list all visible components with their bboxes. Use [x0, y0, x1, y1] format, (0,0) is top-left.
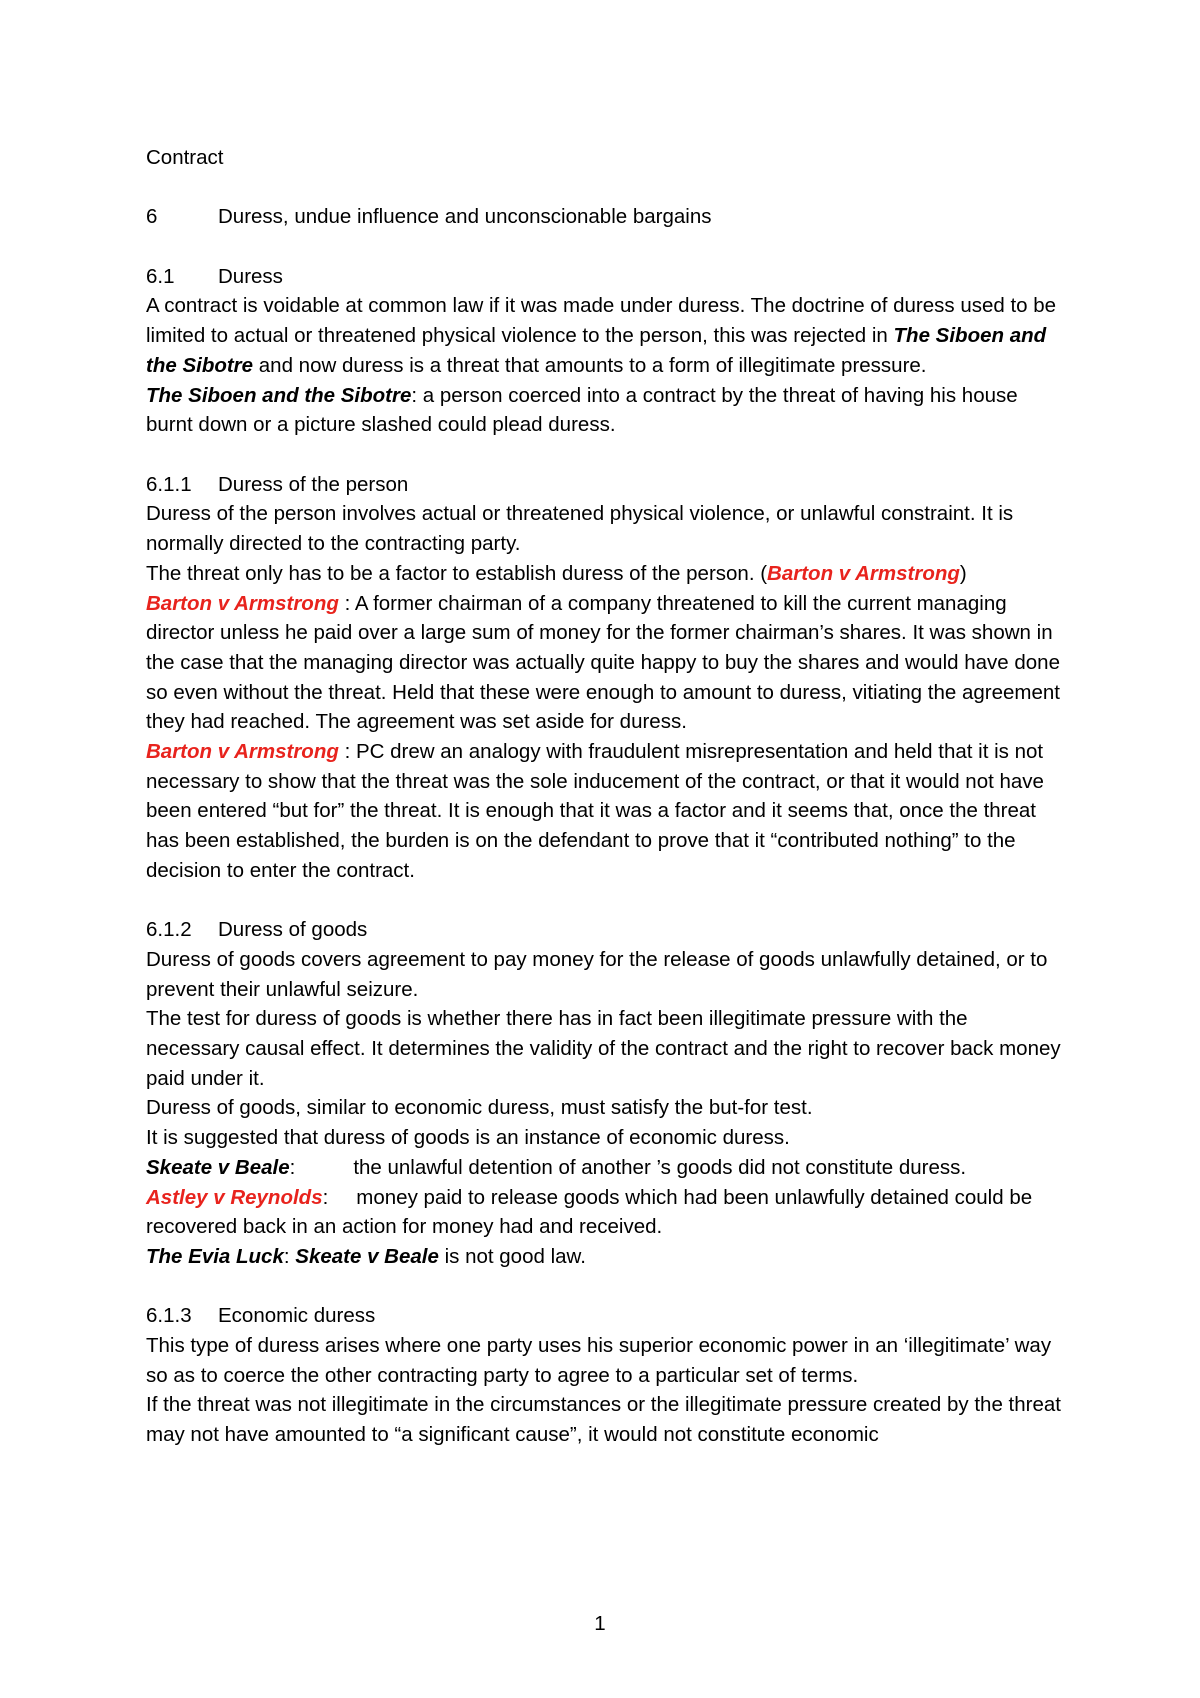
case-note — [146, 1153, 1066, 1183]
case-note — [146, 381, 1066, 440]
text-run: : A former chairman of a company threatened to kill the current managing director unless he paid over a large sum of money for the former chairman’s shares. It was shown in the case that the managing director was actually quite happy to buy the shares and would have done so even without the threat. Held that these were enough to amount to duress, vitiating the agreement they had reached. The agreement was set aside for duress. — [146, 591, 1060, 734]
document-body — [146, 143, 1066, 1450]
text-run: : — [289, 1155, 296, 1179]
paragraph: If the threat was not illegitimate in the circumstances or the illegitimate pressure created by the threat may not have amounted to “a significant cause”, it would not constitute economic — [146, 1393, 1061, 1447]
text-run: is not good law. — [438, 1244, 586, 1268]
text-run: The threat only has to be a factor to establish duress of the person. ( — [146, 561, 768, 585]
text-run: : — [322, 1185, 329, 1209]
chapter-title: Duress, undue influence and unconscionable bargains — [218, 205, 712, 229]
section-title: Duress of goods — [218, 918, 368, 942]
text-run: and now duress is a threat that amounts to a form of illegitimate pressure. — [253, 353, 927, 377]
case-note — [146, 737, 1066, 886]
chapter-heading — [146, 202, 1066, 232]
text-run: ) — [959, 561, 967, 585]
section-title: Duress — [218, 264, 283, 288]
doc-title: Contract — [146, 146, 224, 169]
text-run: : a person coerced into a contract by the threat of having his house burnt down or a picture slashed could plead duress. — [146, 383, 1018, 437]
case-name: Barton v Armstrong — [767, 561, 960, 585]
section-number: 6.1.2 — [146, 918, 192, 942]
paragraph — [146, 559, 1066, 589]
text-run: : — [283, 1244, 296, 1268]
section-title: Economic duress — [218, 1304, 376, 1328]
text-run: the unlawful detention of another ’s goods did not constitute duress. — [353, 1155, 967, 1179]
paragraph: It is suggested that duress of goods is an instance of economic duress. — [146, 1126, 790, 1150]
section-heading-6-1-3 — [146, 1301, 1066, 1331]
text-run: A contract is voidable at common law if it was made under duress. The doctrine of duress used to be limited to actual or threatened physical violence to the person, this was rejected in — [146, 294, 1057, 348]
section-title: Duress of the person — [218, 472, 409, 496]
case-note — [146, 1242, 1066, 1272]
case-name: Barton v Armstrong — [146, 740, 339, 764]
text-run: : PC drew an analogy with fraudulent misrepresentation and held that it is not necessary to show that the threat was the sole inducement of the contract, or that it would not have been entered “but for” the threat. It is enough that it was a factor and it seems that, once the threat has been established, the burden is on the defendant to prove that it “contributed nothing” to the decision to enter the contract. — [146, 740, 1044, 882]
paragraph: Duress of the person involves actual or threatened physical violence, or unlawful constraint. It is normally directed to the contracting party. — [146, 502, 1014, 556]
case-name: Barton v Armstrong — [146, 591, 339, 615]
case-name: Skeate v Beale — [295, 1244, 439, 1268]
case-name: The Evia Luck — [146, 1244, 284, 1268]
case-note — [146, 589, 1066, 738]
paragraph: Duress of goods covers agreement to pay money for the release of goods unlawfully detained, or to prevent their unlawful seizure. — [146, 947, 1048, 1001]
paragraph: Duress of goods, similar to economic duress, must satisfy the but-for test. — [146, 1096, 813, 1120]
case-note — [146, 1183, 1066, 1242]
case-name: The Siboen and the Sibotre — [146, 383, 412, 407]
section-heading-6-1-2 — [146, 915, 1066, 945]
paragraph: The test for duress of goods is whether there has in fact been illegitimate pressure with the necessary causal effect. It determines the validity of the contract and the right to recover back money paid under it. — [146, 1007, 1061, 1090]
section-heading-6-1-1 — [146, 470, 1066, 500]
page-number: 1 — [594, 1612, 606, 1635]
section-number: 6.1.1 — [146, 472, 192, 496]
paragraph — [146, 291, 1066, 380]
chapter-number: 6 — [146, 205, 158, 229]
section-heading-6-1 — [146, 262, 1066, 292]
paragraph: This type of duress arises where one party uses his superior economic power in an ‘illegitimate’ way so as to coerce the other contracting party to agree to a particular set of terms. — [146, 1334, 1052, 1387]
section-number: 6.1 — [146, 264, 175, 288]
text-run: money paid to release goods which had been unlawfully detained could be recovered back in an action for money had and received. — [146, 1185, 1033, 1239]
case-name: The Siboen and the Sibotre — [146, 324, 1047, 377]
case-name: Astley v Reynolds — [146, 1185, 323, 1209]
case-name: Skeate v Beale — [146, 1155, 290, 1179]
section-number: 6.1.3 — [146, 1304, 192, 1328]
